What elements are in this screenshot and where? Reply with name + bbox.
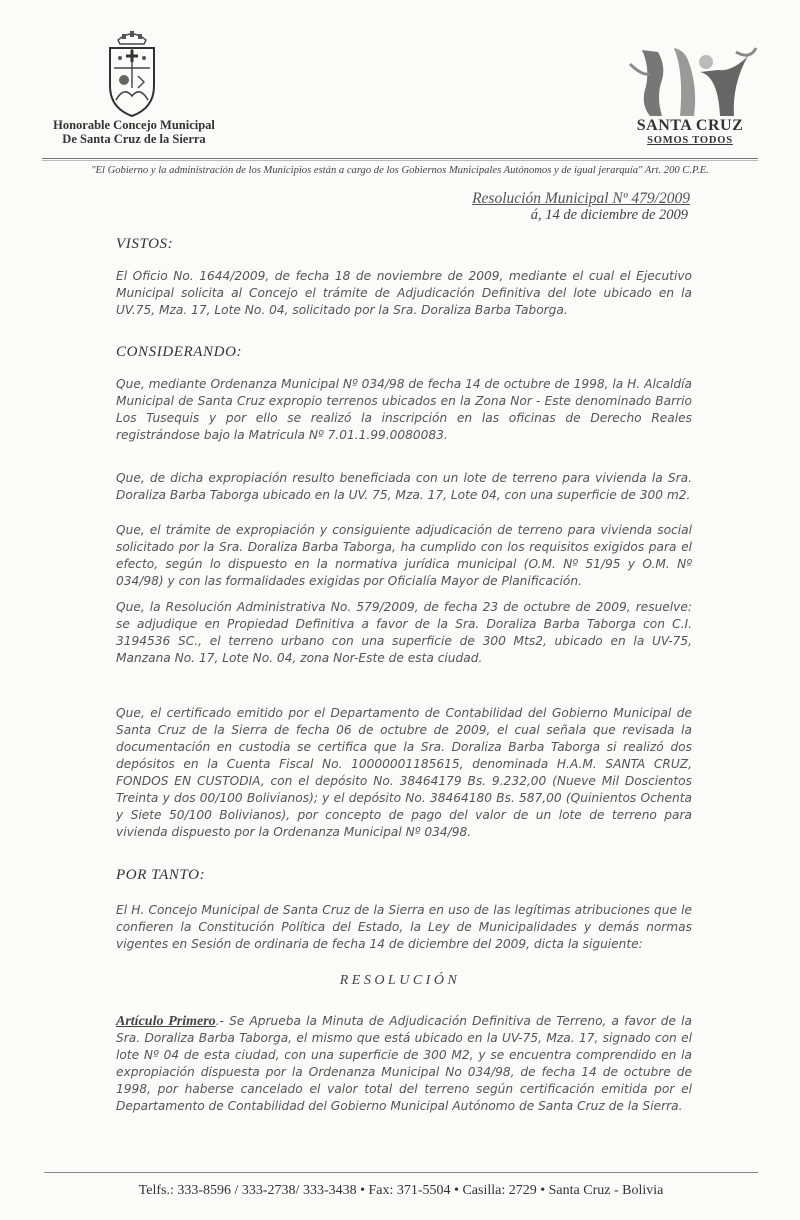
article-text: .- Se Aprueba la Minuta de Adjudicación Definitiva de Terreno, a favor de la Sra. Doraliza Barba Taborga, el mismo que está ubicado en la UV-75, Mza. 17, signado con el lote Nº 04 de esta ciudad, con una superficie de 300 M2, y se encuentra comprendido en la expropiación dispuesta por la Ordenanza Municipal No 034/98, de fecha 14 de octubre de 1998, por haberse cancelado el valor total del terreno según certificación emitida por el Departamento de Contabilidad del Gobierno Municipal Autónomo de Santa Cruz de la Sierra. (116, 1014, 692, 1113)
brand-name: SANTA CRUZ (636, 117, 744, 134)
resolution-heading: RESOLUCIÓN (339, 973, 461, 988)
municipal-crest-logo (104, 28, 160, 118)
considerando-paragraph: Que, de dicha expropiación resulto beneficiada con un lote de terreno para vivienda la Sra. Doraliza Barba Taborga ubicado en la UV. 75, Mza. 17, Lote 04, con una superficie de 300 m2. (116, 471, 692, 502)
section-heading-vistos: VISTOS: (116, 236, 174, 252)
brand-tagline: SOMOS TODOS (647, 135, 733, 146)
header-divider (42, 158, 758, 159)
considerando-paragraph: Que, el trámite de expropiación y consiguiente adjudicación de terreno para vivienda social solicitado por la Sra. Doraliza Barba Taborga, ha cumplido con los requisitos exigidos para el efecto, según lo dispuesto en la normativa jurídica municipal (O.M. Nº 51/95 y O.M. Nº 034/98) y con las formalidades exigidas por Oficialía Mayor de Planificación. (116, 523, 692, 588)
footer-contact: Telfs.: 333-8596 / 333-2738/ 333-3438 • Fax: 371-5504 • Casilla: 2729 • Santa Cruz - Bolivia (138, 1183, 664, 1198)
considerando-paragraph: Que, mediante Ordenanza Municipal Nº 034/98 de fecha 14 de octubre de 1998, la H. Alcaldía Municipal de Santa Cruz expropio terrenos ubicados en la Zona Nor - Este denominado Barrio Los Tusequis y por ello se realizó la inscripción en las oficinas de Derecho Reales registrándose bajo la Matricula Nº 7.01.1.99.0080083. (116, 377, 692, 442)
council-name-line1: Honorable Concejo Municipal (53, 118, 215, 132)
council-name (44, 118, 224, 146)
article-first-paragraph (116, 1013, 692, 1115)
considerando-paragraph: Que, la Resolución Administrativa No. 579/2009, de fecha 23 de octubre de 2009, resuelve: se adjudique en Propiedad Definitiva a favor de la Sra. Doraliza Barba Taborga con C.I. 3194536 SC., el terreno urbano con una superficie de 300 Mts2, ubicado en la UV-75, Manzana No. 17, Lote No. 04, zona Nor-Este de esta ciudad. (116, 600, 692, 665)
section-heading-por-tanto: POR TANTO: (116, 867, 206, 883)
article-label: Artículo Primero (116, 1014, 216, 1029)
vistos-paragraph: El Oficio No. 1644/2009, de fecha 18 de noviembre de 2009, mediante el cual el Ejecutivo Municipal solicita al Concejo el trámite de Adjudicación Definitiva del lote ubicado en la UV.75, Mza. 17, Lote No. 04, solicitado por la Sra. Doraliza Barba Taborga. (116, 269, 692, 317)
header-divider-secondary (42, 160, 758, 161)
resolution-number: Resolución Municipal Nº 479/2009 (472, 190, 690, 207)
council-name-line2: De Santa Cruz de la Sierra (62, 132, 206, 146)
footer-divider (44, 1172, 758, 1173)
constitution-quote: "El Gobierno y la administración de los Municipios están a cargo de los Gobiernos Municipales Autónomos y de igual jerarquía" Art. 200 C.P.E. (91, 165, 709, 176)
section-heading-considerando: CONSIDERANDO: (116, 344, 243, 360)
santa-cruz-people-logo (628, 46, 758, 118)
por-tanto-paragraph: El H. Concejo Municipal de Santa Cruz de la Sierra en uso de las legítimas atribuciones que le confieren la Constitución Política del Estado, la Ley de Municipalidades y demás normas vigentes en Sesión de ordinaria de fecha 14 de diciembre del 2009, dicta la siguiente: (116, 903, 692, 951)
considerando-paragraph: Que, el certificado emitido por el Departamento de Contabilidad del Gobierno Municipal de Santa Cruz de la Sierra de fecha 06 de octubre de 2009, el cual señala que revisada la documentación en custodia se certifica que la Sra. Doraliza Barba Taborga si realizó dos depósitos en la Cuenta Fiscal No. 10000001185615, denominada H.A.M. SANTA CRUZ, FONDOS EN CUSTODIA, con el depósito No. 38464179 Bs. 9.232,00 (Nueve Mil Doscientos Treinta y dos 00/100 Bolivianos); y el depósito No. 38464180 Bs. 587,00 (Quinientos Ochenta y Siete 50/100 Bolivianos), por concepto de pago del valor de un lote de terreno para vivienda dispuesto por la Ordenanza Municipal Nº 034/98. (116, 706, 692, 839)
resolution-date: á, 14 de diciembre de 2009 (530, 207, 688, 223)
santa-cruz-brand (610, 118, 770, 148)
